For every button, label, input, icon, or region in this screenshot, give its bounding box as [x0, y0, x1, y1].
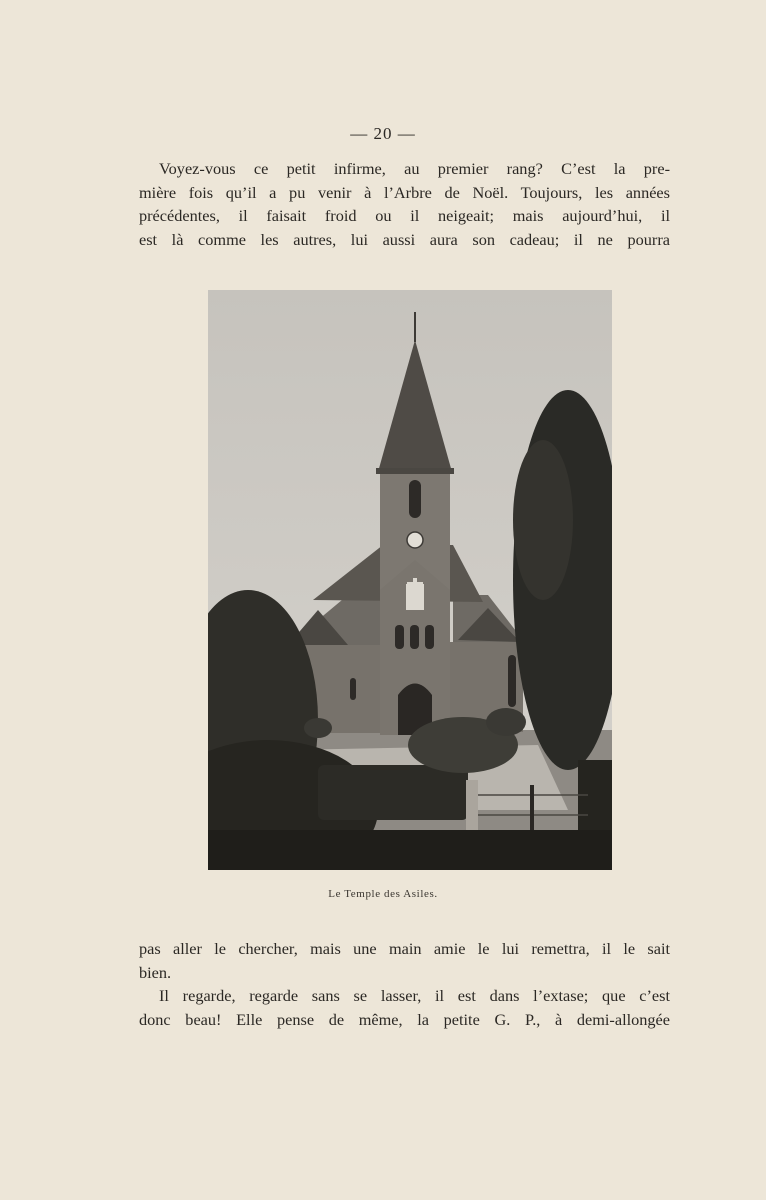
- text-line: mière fois qu’il a pu venir à l’Arbre de Noël. Toujours, les années: [139, 182, 670, 202]
- bottom-paragraphs: [139, 937, 670, 1031]
- text-line: est là comme les autres, lui aussi aura son cadeau; il ne pourra: [139, 229, 670, 249]
- text-line: Il regarde, regarde sans se lasser, il est dans l’extase; que c’est: [159, 986, 670, 1005]
- church-photograph: [208, 290, 612, 870]
- photo-caption: Le Temple des Asiles.: [328, 888, 438, 900]
- text-line: Voyez-vous ce petit infirme, au premier rang? C’est la pre-: [159, 159, 670, 178]
- top-paragraph: [139, 157, 670, 251]
- church-illustration: [208, 290, 612, 870]
- text-line: pas aller le chercher, mais une main amie le lui remettra, il le sait: [139, 939, 670, 958]
- text-line: donc beau! Elle pense de même, la petite G. P., à demi-allongée: [139, 1009, 670, 1029]
- text-line: précédentes, il faisait froid ou il neigeait; mais aujourd’hui, il: [139, 206, 670, 225]
- page-number: — 20 —: [350, 124, 416, 143]
- text-line: bien.: [139, 962, 172, 982]
